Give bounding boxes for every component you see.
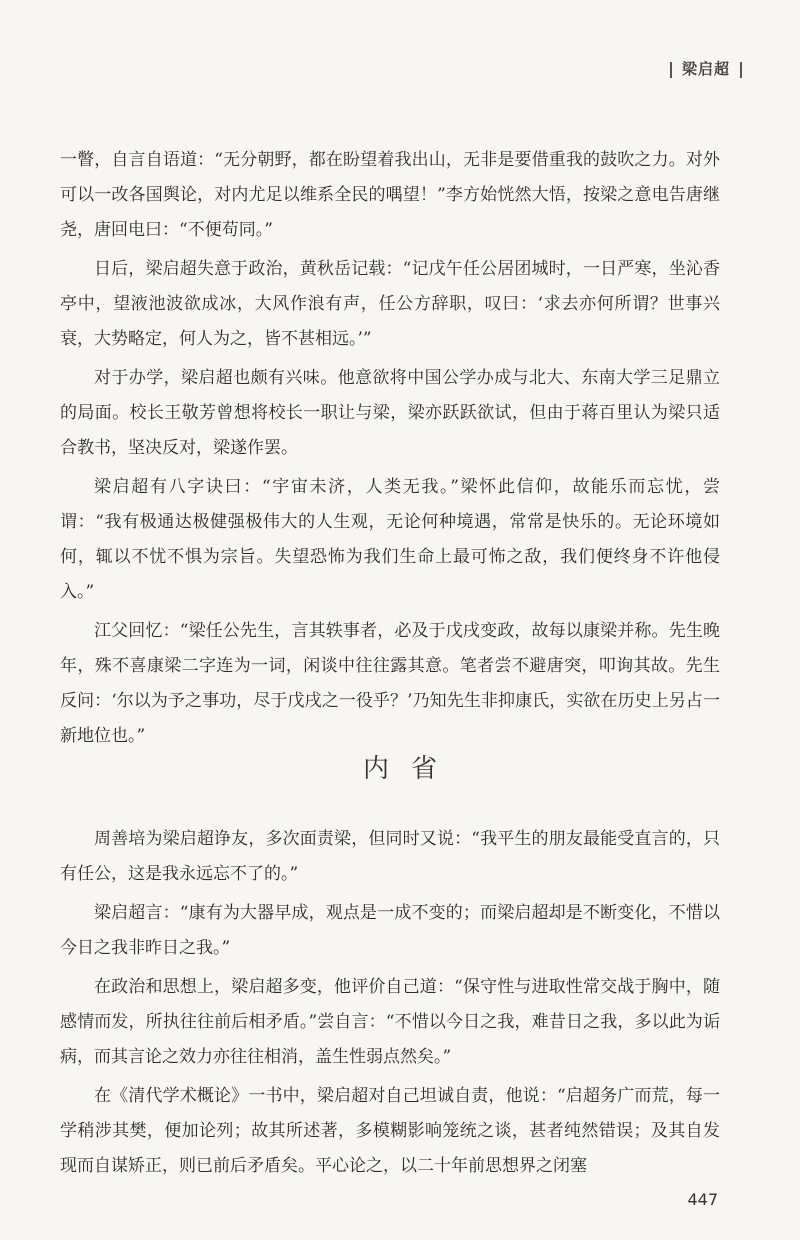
body-text-top [60,143,720,758]
paragraph: 对于办学，梁启超也颇有兴味。他意欲将中国公学办成与北大、东南大学三足鼎立的局面。校长王敬芳曾想将校长一职让与梁，梁亦跃跃欲试，但由于蒋百里认为梁只适合教书，坚决反对，梁遂作罢。 [60,368,720,458]
paragraph: 江父回忆：“梁任公先生，言其轶事者，必及于戊戌变政，故每以康梁并称。先生晚年，殊不喜康梁二字连为一词，闲谈中往往露其意。笔者尝不避唐突，叩询其故。先生反问：‘尔以为予之事功，尽于戊戌之一役乎？’乃知先生非抑康氏，实欲在历史上另占一新地位也。” [60,621,720,746]
paragraph: 在《清代学术概论》一书中，梁启超对自己坦诚自责，他说：“启超务广而荒，每一学稍涉其樊，便加论列；故其所述著，多模糊影响笼统之谈，甚者纯然错误；及其自发现而自谋矫正，则已前后矛盾矣。平心论之，以二十年前思想界之闭塞 [60,1086,720,1176]
paragraph: 日后，梁启超失意于政治，黄秋岳记载：“记戊午任公居团城时，一日严寒，坐沁香亭中，望液池波欲成冰，大风作浪有声，任公方辞职，叹曰：‘求去亦何所谓？世事兴衰，大势略定，何人为之，皆不甚相远。’” [60,259,720,349]
paragraph: 在政治和思想上，梁启超多变，他评价自己道：“保守性与进取性常交战于胸中，随感情而发，所执往往前后相矛盾。”尝自言：“不惜以今日之我，难昔日之我，多以此为诟病，而其言论之效力亦往往相消，盖生性弱点然矣。” [60,977,720,1067]
paragraph: 一瞥，自言自语道：“无分朝野，都在盼望着我出山，无非是要借重我的鼓吹之力。对外可以一改各国舆论，对内尤足以维系全民的喁望！”李方始恍然大悟，按梁之意电告唐继尧，唐回电曰：“不便苟同。” [60,150,720,240]
paragraph: 梁启超有八字诀曰：“宇宙未济，人类无我。”梁怀此信仰，故能乐而忘忧，尝谓：“我有极通达极健强极伟大的人生观，无论何种境遇，常常是快乐的。无论环境如何，辄以不忧不惧为宗旨。失望恐怖为我们生命上最可怖之敌，我们便终身不许他侵入。” [60,477,720,602]
body-text-bottom [60,822,720,1188]
running-header [660,58,752,79]
header-divider-right [740,62,742,78]
page-number: 447 [687,1190,718,1209]
paragraph: 周善培为梁启超诤友，多次面责梁，但同时又说：“我平生的朋友最能受直言的，只有任公，这是我永远忘不了的。” [60,829,720,884]
header-divider-left [670,62,672,78]
section-heading: 内省 [362,754,459,784]
running-header-title: 梁启超 [681,60,730,78]
paragraph: 梁启超言：“康有为大器早成，观点是一成不变的；而梁启超却是不断变化，不惜以今日之我非昨日之我。” [60,903,720,958]
